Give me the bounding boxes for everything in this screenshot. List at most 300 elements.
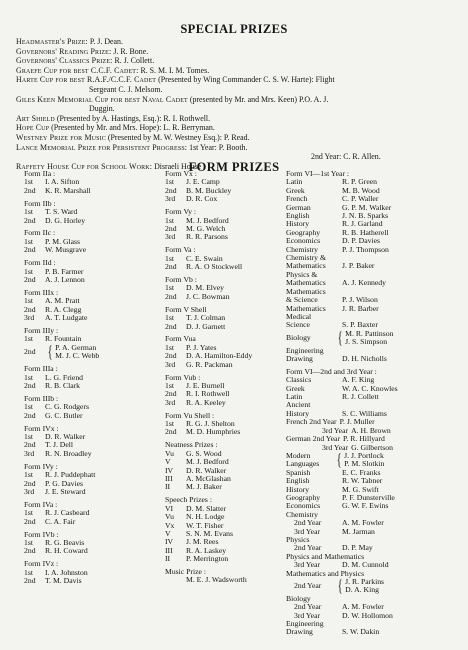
form-heading: Speech Prizes : [165, 495, 212, 505]
form-heading: Form IId : [24, 258, 56, 268]
prize-place: 2nd [24, 440, 36, 450]
prize-winner: A. H. Brown [351, 425, 391, 435]
prize-subject: Modern [286, 450, 311, 460]
prize-place: 1st [165, 342, 174, 352]
special-prize-line [16, 133, 456, 143]
prize-subject: 2nd Year [294, 602, 322, 612]
prize-place: 1st [24, 402, 33, 412]
special-prize-line [16, 95, 456, 105]
special-prize-value: P. J. Dean. [89, 37, 123, 46]
prize-winner: I. A. Sifton [45, 177, 80, 187]
special-prize-label: Headmaster's Prize: [16, 37, 88, 46]
prize-place: 1st [24, 537, 33, 547]
special-prize-line [16, 123, 456, 133]
prize-subject: Greek [286, 383, 305, 393]
form-heading: Form IIIa : [24, 364, 58, 374]
prize-winner: P. G. Davies [45, 478, 84, 488]
prize-row [24, 217, 159, 225]
prize-place: V [165, 457, 171, 467]
prize-winner: D. H. Nicholls [342, 353, 387, 363]
prize-place: 1st [24, 372, 33, 382]
prize-row [165, 263, 283, 271]
prize-place: 1st [24, 567, 33, 577]
prize-winner: P. J. Yates [186, 342, 217, 352]
prize-place: 2nd [24, 274, 36, 284]
prize-place: 2nd [165, 291, 177, 301]
prize-winner: R. R. Parsons [186, 232, 228, 242]
prize-row [165, 293, 283, 301]
prize-winner: A. J. Kennedy [342, 278, 386, 288]
prize-winner: P. J. Muller [339, 417, 375, 427]
prize-winner: D. W. Hollomon [342, 610, 393, 620]
prize-subject: Latin [286, 392, 303, 402]
subject-label [286, 452, 334, 469]
prize-winner: D. P. May [342, 543, 373, 553]
prize-row [24, 547, 159, 555]
form-heading: Form IVz : [24, 559, 59, 569]
prize-subject: Latin [286, 177, 303, 187]
prize-winner: R. N. Broadley [45, 448, 92, 458]
prize-place: 1st [24, 177, 33, 187]
form-heading: Form Va : [165, 245, 196, 255]
prize-place: 2nd [24, 576, 36, 586]
prize-winner: R. J. Garland [342, 219, 383, 229]
form-heading: Form V Shell [165, 304, 207, 314]
prize-place: Vu [165, 512, 174, 522]
form-heading: Form IIc : [24, 228, 56, 238]
prize-subject: Drawing [286, 353, 313, 363]
prize-winner: A. M. Fowler [342, 518, 384, 528]
prize-place: 1st [165, 253, 174, 263]
form-prizes-column-2 [165, 170, 283, 585]
prize-row [165, 233, 283, 241]
tied-prize-group [286, 452, 462, 469]
prize-winner: S. N. M. Evans [186, 528, 233, 538]
prize-winner: J. J. Portlock [344, 450, 384, 460]
prize-subject: 2nd Year [294, 543, 322, 553]
prize-place: II [165, 554, 171, 564]
prize-winner: D. R. Walker [45, 431, 86, 441]
prize-winner: C. A. Fair [45, 516, 76, 526]
prize-place: 1st [165, 177, 174, 187]
prize-place: 2nd [24, 347, 36, 357]
prize-winner: M. J. Baker [186, 482, 222, 492]
prize-subject: Physics [286, 534, 310, 544]
prize-place: 1st [24, 334, 33, 344]
prize-row [24, 488, 159, 496]
prize-place: 2nd [24, 185, 36, 195]
prize-place: 1st [24, 508, 33, 518]
prize-winner: R. A. Laskey [186, 545, 227, 555]
prize-place: 3rd [165, 397, 176, 407]
special-prize-value: (Presented by A. Hastings, Esq.): R. I. Rothwell. [56, 113, 211, 123]
prize-winner: A. McGlashan [186, 474, 231, 483]
prize-place: 2nd [24, 516, 36, 526]
form-heading: Form Vy : [165, 207, 197, 217]
prize-subject: Languages [286, 459, 320, 469]
prize-winner: P. B. Farmer [45, 266, 84, 276]
prize-winner: R. A. Keeley [186, 397, 226, 407]
special-prize-value: R. J. Collett. [114, 56, 155, 66]
prize-row [24, 276, 159, 284]
prize-subject: 3rd Year [294, 560, 321, 570]
prize-subject: French 2nd Year [286, 417, 337, 427]
prize-winner: S. W. Dakin [342, 627, 380, 637]
special-prize-label: Governors' Classics Prize: [16, 56, 113, 66]
prize-place: 2nd [165, 223, 177, 233]
prize-winner: R. Fountain [45, 334, 82, 344]
prize-place: 3rd [24, 448, 35, 458]
prize-place: 3rd [24, 486, 35, 496]
form-prizes-column-1 [24, 170, 159, 585]
special-prize-line [16, 66, 456, 76]
prize-subject: Ancient [286, 400, 311, 410]
prize-place: V [165, 528, 171, 538]
prize-row [165, 513, 283, 521]
prize-winner: P. A. German [55, 342, 97, 352]
prize-place: 1st [165, 380, 174, 390]
prize-winner: A. M. Pratt [45, 296, 80, 306]
prize-winner: M. G. Swift [342, 484, 379, 494]
prize-winner: R. P. Green [342, 177, 378, 187]
prize-subject: Mathematics [286, 303, 326, 313]
prize-place: 1st [165, 313, 174, 323]
special-prize-line [16, 75, 456, 85]
prize-winner: B. M. Buckley [186, 185, 232, 195]
tied-winners [344, 452, 384, 469]
prize-place: 2nd [24, 546, 36, 556]
prize-winner: T. J. Dell [45, 440, 74, 450]
prize-subject: History [286, 408, 310, 418]
prize-place: IV [165, 537, 174, 547]
prize-winner: P. R. Hillyard [343, 434, 385, 444]
prize-winner: R. A. O Stockwell [186, 262, 243, 272]
prize-place: 1st [24, 470, 33, 480]
prize-subject: Mathematics [286, 278, 326, 288]
prize-row [165, 361, 283, 369]
prize-row [165, 475, 283, 483]
prize-winner: P. F. Dunsterville [342, 492, 395, 502]
special-prize-value: (Presented by Wing Commander C. S. W. Harte): Flight [158, 75, 335, 85]
form-heading: Form VI—1st Year : [286, 169, 350, 178]
prize-row [24, 314, 159, 322]
prize-place: II [165, 482, 171, 492]
prize-subject: Chemistry [286, 244, 319, 254]
prize-subject: 3rd Year [322, 442, 349, 452]
form-heading: Form IVa : [24, 499, 58, 509]
special-prize-label: Westney Prize for Music [16, 132, 106, 142]
special-prize-value: R. S. M. I. M. Tomes. [140, 65, 210, 75]
prize-winner: P. M. Slotkin [344, 459, 385, 469]
prize-place: 2nd [24, 304, 36, 314]
prize-winner: M. J. Bedford [186, 457, 229, 467]
special-prize-label: Hope Cup [16, 123, 50, 133]
prize-winner: D. A. Hamilton-Eddy [186, 351, 253, 361]
prize-winner: M. G. Welch [186, 223, 226, 233]
prize-place: 2nd [165, 185, 177, 195]
prize-subject: Medical [286, 311, 312, 321]
prize-winner: A. J. Lennon [45, 274, 85, 284]
form-heading: Form IIIb : [24, 393, 59, 403]
prize-subject: Mathematics [286, 286, 326, 296]
form-heading: Form Vb : [165, 274, 197, 284]
special-prize-label: Graefe Cup for best C.C.F. Cadet: [16, 65, 139, 75]
prize-place: III [165, 545, 173, 555]
prize-winner: G. R. Packman [186, 359, 233, 369]
prize-place: III [165, 474, 173, 483]
prize-place: 1st [24, 207, 33, 217]
prize-winner: D. G. Horley [45, 215, 86, 225]
prize-winner: D. J. Garnett [186, 321, 226, 331]
prize-place: 2nd [165, 351, 177, 361]
prize-subject: History [286, 219, 310, 229]
prize-place: 1st [24, 296, 33, 306]
special-prize-line [16, 37, 456, 47]
prize-winner: A. F. King [342, 375, 375, 385]
special-prize-value: (Presented by M. W. Westney Esq.): P. Read. [107, 132, 250, 142]
prize-place [165, 576, 186, 584]
prize-winner: J. E. Burnell [186, 380, 225, 390]
prize-subject: Classics [286, 375, 312, 385]
form-heading: Form IIIy : [24, 326, 59, 335]
prize-winner: R. A. Clegg [45, 304, 82, 314]
special-prize-line [16, 114, 456, 124]
prize-place: 2nd [24, 410, 36, 420]
prize-winner: G. P. M. Walker [342, 202, 392, 212]
subject-prize-row [286, 355, 462, 363]
form-heading: Form IVb : [24, 529, 59, 539]
prize-subject: Economics [286, 501, 321, 511]
prize-winner: J. N. B. Sparks [342, 211, 389, 221]
tied-prize-group [286, 330, 462, 347]
prize-place: 3rd [165, 359, 176, 369]
prize-winner: J. S. Simpson [345, 337, 388, 347]
subject-prize-row [286, 628, 462, 636]
special-prize-value: J. R. Bone. [113, 46, 149, 56]
brace-symbol: { [336, 450, 342, 470]
prize-place: 1st [165, 419, 174, 429]
prize-winner: D. R. Cox [186, 194, 218, 204]
prize-winner: A. T. Ludgate [45, 313, 88, 323]
special-prize-value: Disraeli House [154, 161, 202, 171]
prize-subject: English [286, 476, 310, 486]
prize-winner: G. S. Wood [186, 448, 222, 458]
prize-winner: R. J. Casbeard [45, 508, 90, 518]
prize-winner: A. M. Fowler [342, 602, 384, 612]
special-prize-value: 1st Year: P. Booth. [189, 142, 248, 152]
prize-winner: D. R. Walker [186, 465, 227, 475]
special-prize-line [16, 104, 456, 114]
prize-winner: J. P. Baker [342, 261, 375, 271]
prize-subject: Physics & [286, 269, 318, 279]
prize-winner: E. C. Franks [342, 467, 381, 477]
prize-place: 1st [24, 431, 33, 441]
prize-winner: G. W. F. Ewins [342, 501, 389, 511]
tied-winners [345, 330, 393, 347]
prize-subject: Mathematics and Physics [286, 568, 365, 578]
prize-winner: J. E. Camp [186, 177, 220, 187]
special-prize-label: Lance Memorial Prize for Persistent Progress: [16, 142, 188, 152]
prize-row [24, 518, 159, 526]
prize-winner: W. T. Fisher [186, 520, 224, 530]
tied-prize-group [286, 578, 462, 595]
prize-place: 1st [165, 283, 174, 293]
special-prize-value: (presented by Mr. and Mrs. Keen) P.O. A. J. [189, 94, 329, 104]
prize-winner: D. A. King [345, 585, 379, 595]
prize-subject: Science [286, 320, 310, 330]
prize-subject: English [286, 211, 310, 221]
prize-row [165, 323, 283, 331]
prize-subject: German 2nd Year [286, 434, 341, 444]
prize-place: Biology [286, 332, 311, 342]
special-prize-label: Harte Cup for best R.A.F./C.C.F. Cadet [16, 75, 157, 85]
prize-winner: W. Musgrave [45, 245, 87, 255]
prize-winner: R. J. Puddephatt [45, 470, 96, 480]
form-heading: Form IVy : [24, 461, 58, 471]
prize-winner: S. P. Baxter [342, 320, 378, 330]
prize-subject: Physics and Mathematics [286, 551, 365, 561]
prize-row [165, 576, 283, 584]
prize-place: Vx [165, 520, 175, 530]
special-prizes-title: SPECIAL PRIZES [180, 22, 288, 36]
prize-place: 3rd [165, 232, 176, 242]
prize-subject: Drawing [286, 627, 313, 637]
prize-winner: M. B. Wood [342, 185, 380, 195]
prize-winner: L. G. Friend [45, 372, 84, 382]
prize-row [24, 382, 159, 390]
prize-place: 2nd [24, 380, 36, 390]
prize-subject: Biology [286, 593, 311, 603]
prize-row [165, 483, 283, 491]
prize-subject: Economics [286, 236, 321, 246]
prize-winner: D. M. Slatter [186, 503, 227, 513]
form-heading: Form Vx : [165, 169, 197, 178]
form-heading: Music Prize : [165, 567, 206, 577]
form-prizes-title: FORM PRIZES [188, 160, 280, 174]
subject-prize-row [286, 393, 462, 401]
special-prize-value: Duggin. [89, 104, 115, 114]
special-prize-label: Raffety House Cup for School Work: [16, 161, 153, 171]
prize-winner: R. W. Tabner [342, 476, 383, 486]
prize-place: 1st [165, 215, 174, 225]
special-prize-line [16, 56, 456, 66]
prize-winner: R. J. Collett [342, 392, 379, 402]
special-prize-line [16, 143, 456, 153]
prize-winner: J. R. Parkins [345, 577, 385, 586]
prize-winner: N. H. Lodge [186, 512, 225, 522]
prize-subject: & Science [286, 295, 318, 305]
prize-winner: G. Gilbertson [351, 442, 393, 452]
prize-subject: Mathematics [286, 261, 326, 271]
special-prize-label: Governors' Reading Prize: [16, 46, 112, 56]
prize-winner: R. G. J. Shelton [186, 419, 235, 429]
special-prize-label: Giles Keen Memorial Cup for best Naval Cadet [16, 94, 188, 104]
brace-symbol: { [337, 328, 343, 348]
prize-subject: Geography [286, 492, 321, 502]
prize-place: VI [165, 503, 174, 513]
prize-place: 2nd [24, 215, 36, 225]
prize-winner: M. D. Humphries [186, 427, 241, 437]
prize-winner: J. R. Barber [342, 303, 379, 313]
prize-winner: R. B. Clark [45, 380, 81, 390]
prize-subject: Spanish [286, 467, 311, 477]
prize-place: 2nd [165, 389, 177, 399]
prize-place: 2nd Year [294, 581, 322, 591]
special-prize-value: Sergeant C. J. Melsom. [89, 84, 163, 94]
special-prizes-list [16, 37, 456, 171]
subject-prize-row [286, 528, 462, 536]
prize-row [24, 187, 159, 195]
prize-winner: R. H. Coward [45, 546, 88, 556]
prize-winner: M. Jarman [342, 526, 375, 536]
special-prize-line [16, 85, 456, 95]
prize-winner: J. C. Bowman [186, 291, 230, 301]
prize-winner: D. P. Davies [342, 236, 381, 246]
prize-row [24, 412, 159, 420]
prize-subject: 3rd Year [294, 526, 321, 536]
form-heading: Form Vu Shell : [165, 410, 215, 420]
form-heading: Form VI—2nd and 3rd Year : [286, 366, 377, 376]
prize-winner: P. J. Thompson [342, 244, 389, 254]
form-prizes-column-3 [286, 170, 462, 637]
subject-prize-row [286, 305, 462, 313]
prize-place: 1st [24, 266, 33, 276]
tied-winners [345, 578, 384, 595]
prize-subject: 3rd Year [322, 425, 349, 435]
prize-row [165, 555, 283, 563]
brace-symbol: { [47, 342, 53, 362]
prize-row [24, 246, 159, 254]
form-heading: Form Vua [165, 334, 196, 344]
prize-winner: J. E. Steward [45, 486, 86, 496]
prize-place: IV [165, 465, 174, 475]
prize-winner: T. M. Davis [45, 576, 82, 586]
prize-winner: T. S. Ward [45, 207, 78, 217]
brace-symbol: { [337, 576, 343, 596]
prize-winner: P. Merrington [186, 554, 229, 564]
prize-subject: Chemistry [286, 509, 319, 519]
prize-winner: I. A. Johnston [45, 567, 88, 577]
special-prize-label: Art Shield [16, 113, 55, 123]
prize-winner: C. P. Waller [342, 194, 379, 204]
prize-row [165, 195, 283, 203]
prize-row [165, 428, 283, 436]
prize-place: 2nd [165, 321, 177, 331]
tied-prize-group [24, 344, 159, 361]
prize-row [24, 450, 159, 458]
prize-winner: C. E. Swain [186, 253, 223, 263]
prize-winner: M. J. C. Webb [55, 351, 100, 361]
prize-winner: S. C. Williams [342, 408, 387, 418]
prize-winner: K. R. Marshall [45, 185, 91, 195]
prize-row [165, 399, 283, 407]
form-heading: Form Vub : [165, 372, 201, 382]
prize-subject: Engineering [286, 619, 324, 629]
prize-winner: M. J. Bedford [186, 215, 229, 225]
form-heading: Form IIb : [24, 198, 56, 208]
prize-subject: French [286, 194, 308, 204]
special-prize-line [16, 47, 456, 57]
prize-subject: German [286, 202, 311, 212]
prize-subject: Greek [286, 185, 305, 195]
special-prize-value: 2nd Year: C. R. Allen. [311, 152, 381, 162]
special-prize-value: (Presented by Mr. and Mrs. Hope): L. R. Berryman. [51, 123, 215, 133]
prize-place: 3rd [24, 313, 35, 323]
prize-subject: 3rd Year [294, 610, 321, 620]
prize-winner: R. G. Beavis [45, 537, 85, 547]
prize-winner: C. G. Rodgers [45, 402, 89, 412]
form-heading: Form IIa : [24, 169, 56, 178]
